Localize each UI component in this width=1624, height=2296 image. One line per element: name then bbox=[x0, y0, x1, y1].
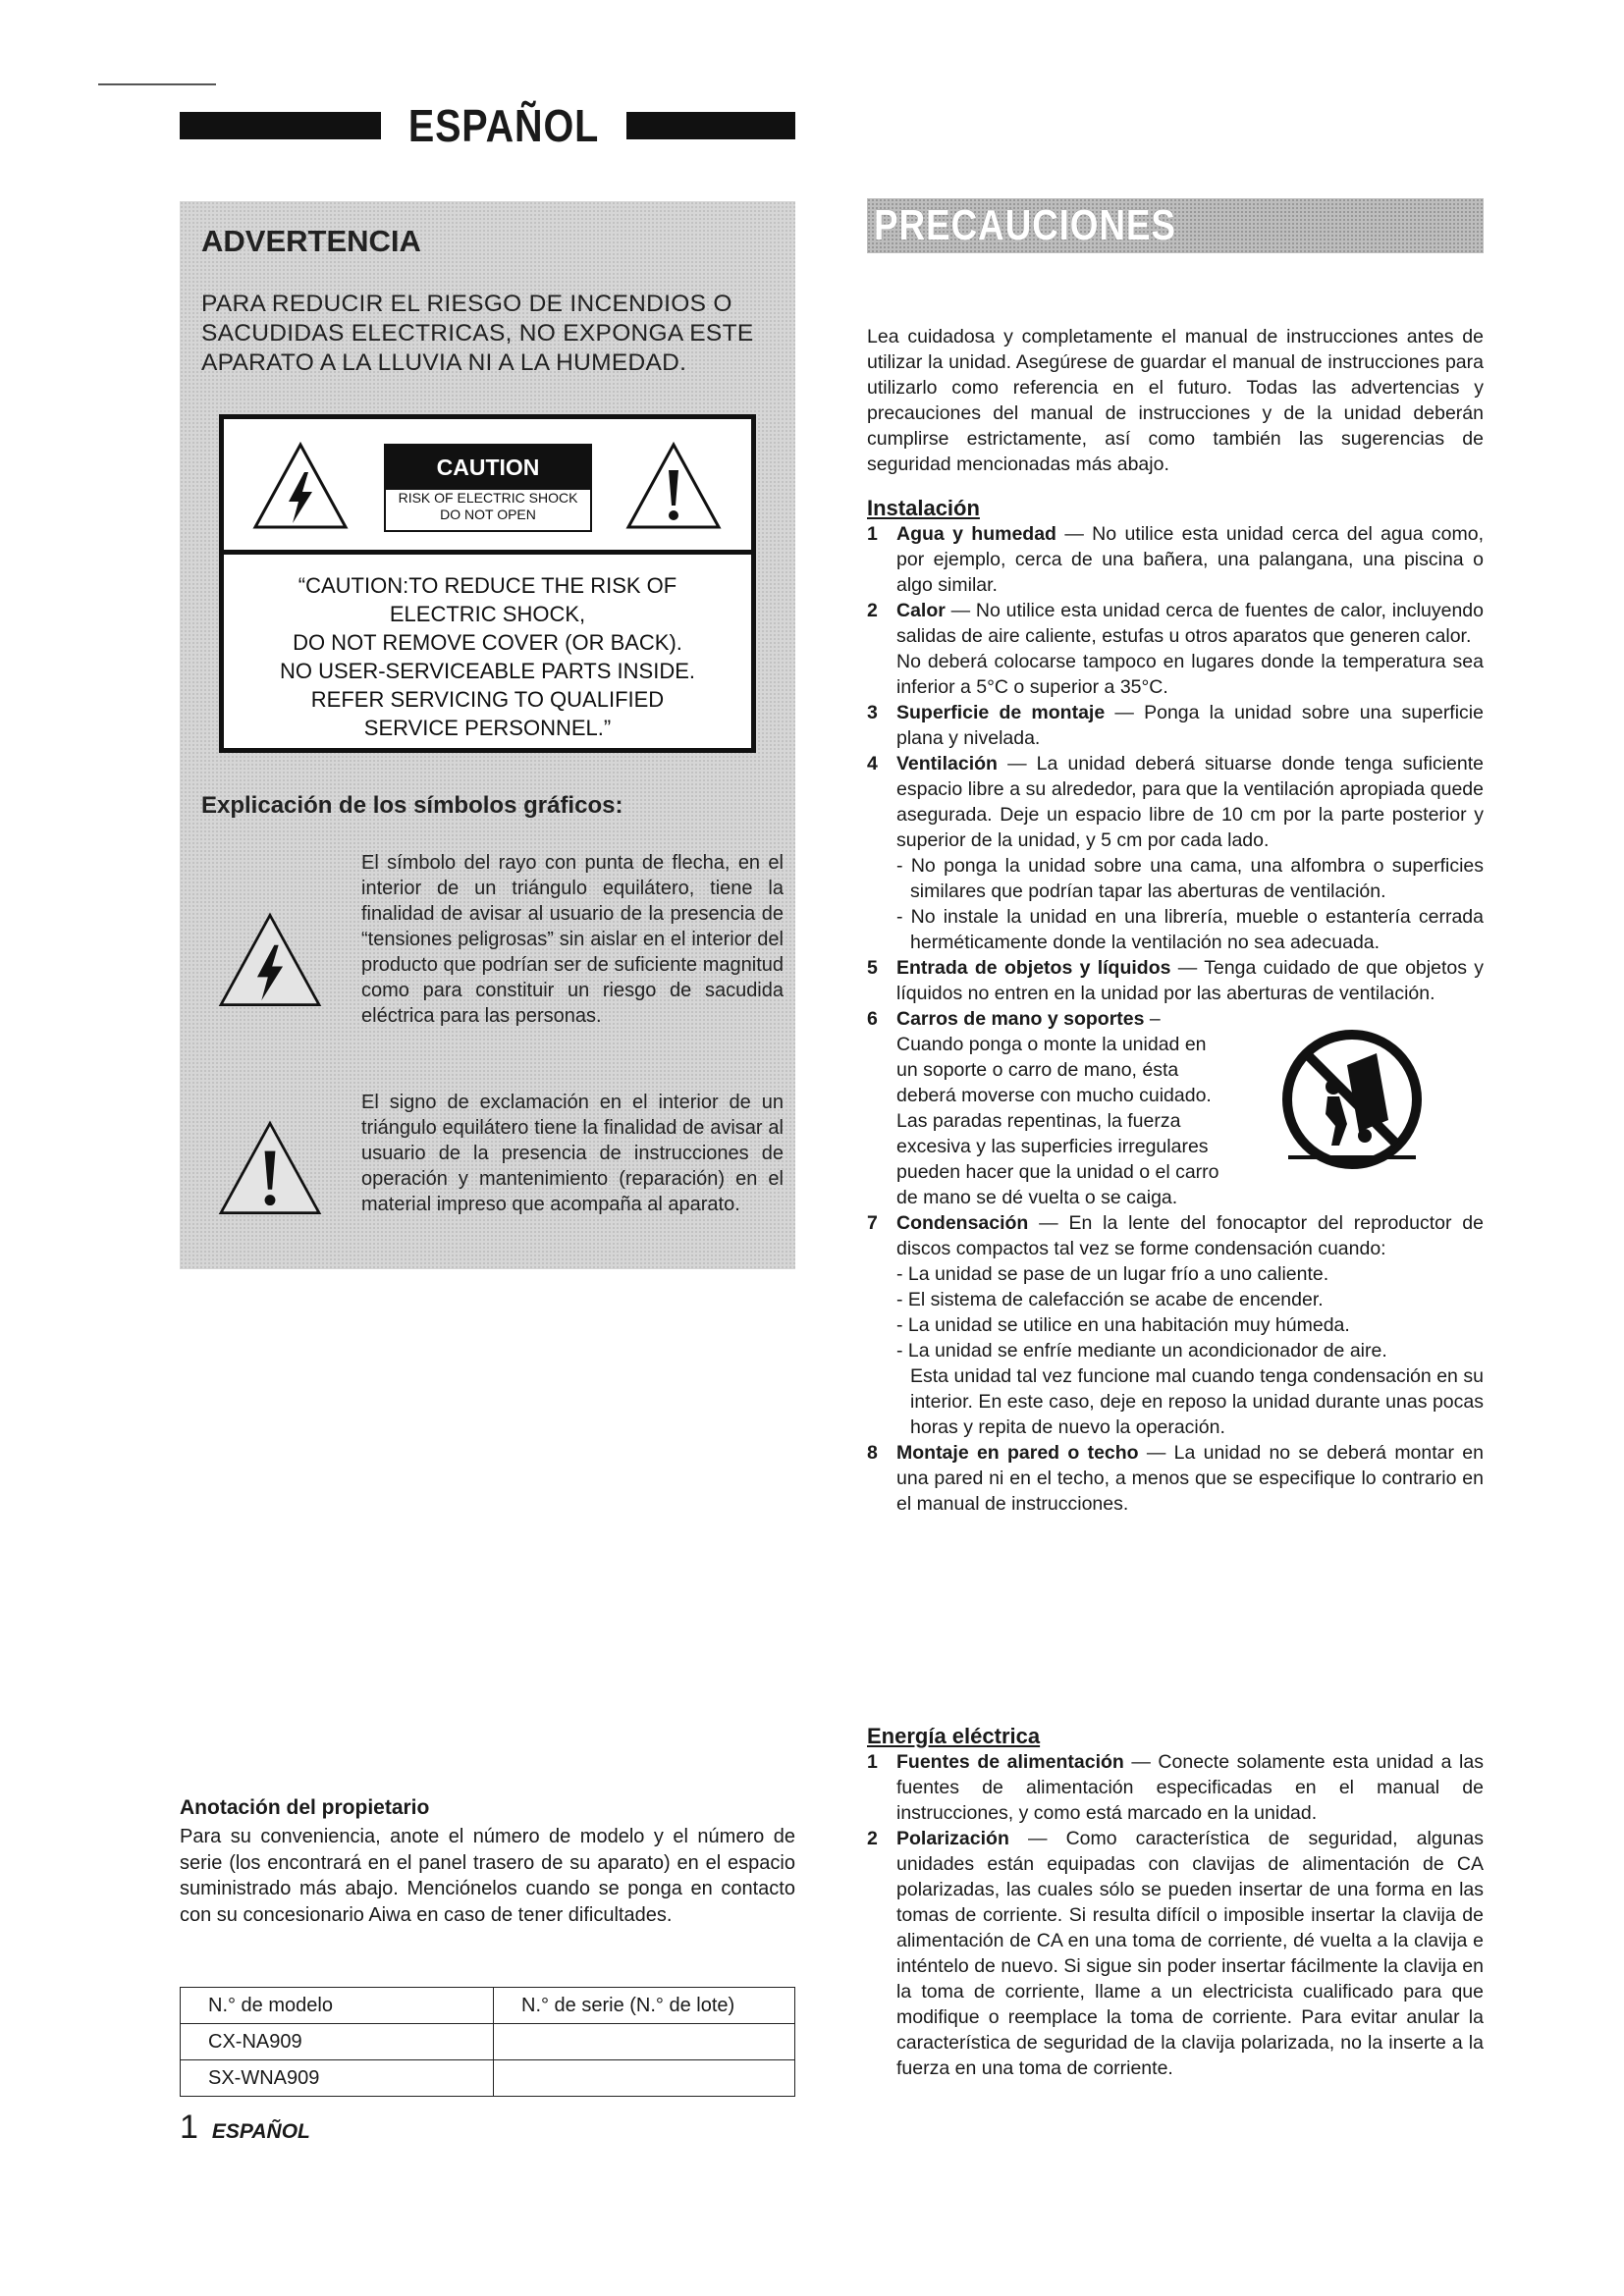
item-heading: Carros de mano y soportes bbox=[896, 1008, 1145, 1030]
item-text: Esta unidad tal vez funcione mal cuando tenga condensación en su interior. En este caso, deje en reposo la unidad durante unas pocas horas y repita de nuevo la operación. bbox=[910, 1365, 1484, 1438]
item-heading: Superficie de montaje bbox=[896, 702, 1106, 723]
item-text: — Conecte solamente esta unidad a las fuentes de alimentación especificadas en el manual de instrucciones, y como está marcado en la unidad. bbox=[896, 1751, 1484, 1824]
header-bar-right bbox=[626, 112, 795, 139]
item-text: No deberá colocarse tampoco en lugares donde la temperatura sea inferior a 5°C o superior a 35°C. bbox=[896, 651, 1484, 698]
language-header bbox=[180, 100, 795, 151]
list-item bbox=[867, 1006, 1484, 1210]
lightning-symbol-icon bbox=[216, 911, 324, 1009]
item-number: 3 bbox=[867, 702, 878, 723]
item-number: 1 bbox=[867, 523, 878, 545]
symbols-title: Explicación de los símbolos gráficos: bbox=[201, 792, 623, 819]
item-text: — Tenga cuidado de que objetos y líquidos no entren en la unidad por las aberturas de ventilación. bbox=[896, 957, 1485, 1004]
warning-title: ADVERTENCIA bbox=[201, 224, 421, 258]
table-cell bbox=[494, 2024, 795, 2060]
item-heading: Calor bbox=[896, 600, 946, 621]
item-text: — Ponga la unidad sobre una superficie plana y nivelada. bbox=[896, 702, 1484, 749]
table-cell bbox=[494, 2060, 795, 2097]
list-item bbox=[867, 598, 1484, 700]
item-text: — No utilice esta unidad cerca del agua como, por ejemplo, cerca de una bañera, una palangana, una piscina o algo similar. bbox=[896, 523, 1484, 596]
list-item bbox=[867, 1826, 1484, 2081]
exclamation-symbol-text: El signo de exclamación en el interior de un triángulo equilátero tiene la finalidad de avisar al usuario de la presencia de instrucciones de operación y mantenimiento (reparación) en el material impreso que acompaña al aparato. bbox=[361, 1092, 784, 1215]
item-subpoint: - No ponga la unidad sobre una cama, una alfombra o superficies similares que podrían tapar las aberturas de ventilación. bbox=[896, 855, 1484, 902]
list-item bbox=[867, 751, 1484, 955]
item-text: — No utilice esta unidad cerca de fuentes de calor, incluyendo salidas de aire caliente, estufas u otros aparatos que generen calor. bbox=[896, 600, 1484, 647]
item-subpoint: - La unidad se pase de un lugar frío a uno caliente. bbox=[896, 1263, 1329, 1285]
item-text: — En la lente del fonocaptor del reproductor de discos compactos tal vez se forme condensación cuando: bbox=[896, 1212, 1484, 1259]
warning-text: PARA REDUCIR EL RIESGO DE INCENDIOS O SACUDIDAS ELECTRICAS, NO EXPONGA ESTE APARATO A LA LLUVIA NI A LA HUMEDAD. bbox=[201, 291, 754, 376]
list-item bbox=[867, 1210, 1484, 1440]
table-cell: SX-WNA909 bbox=[181, 2060, 494, 2097]
item-text: — La unidad no se deberá montar en una pared ni en el techo, a menos que se especifique lo contrario en el manual de instrucciones. bbox=[896, 1442, 1484, 1515]
owner-text: Para su conveniencia, anote el número de modelo y el número de serie (los encontrará en el panel trasero de su aparato) en el espacio suministrado más abajo. Menciónelos cuando se ponga en contacto con su concesionario Aiwa en caso de tener dificultades. bbox=[180, 1826, 795, 1926]
header-bar-left bbox=[180, 112, 381, 139]
installation-section bbox=[867, 496, 1484, 1517]
item-subpoint: - El sistema de calefacción se acabe de encender. bbox=[896, 1289, 1324, 1310]
item-number: 4 bbox=[867, 753, 878, 774]
caution-line: ELECTRIC SHOCK, bbox=[389, 602, 586, 626]
power-section bbox=[867, 1724, 1484, 2081]
language-title: ESPAÑOL bbox=[407, 100, 600, 151]
item-number: 2 bbox=[867, 600, 878, 621]
item-heading: Condensación bbox=[896, 1212, 1029, 1234]
caution-label-line1: RISK OF ELECTRIC SHOCK bbox=[398, 490, 578, 506]
caution-box bbox=[219, 414, 756, 753]
table-row bbox=[181, 2024, 795, 2060]
exclamation-triangle-icon bbox=[624, 441, 723, 531]
item-subpoint: - La unidad se utilice en una habitación muy húmeda. bbox=[896, 1314, 1350, 1336]
caution-label-title: CAUTION bbox=[386, 446, 590, 490]
list-item bbox=[867, 1440, 1484, 1517]
caution-line: SERVICE PERSONNEL.” bbox=[363, 716, 612, 740]
caution-label-line2: DO NOT OPEN bbox=[440, 507, 536, 522]
table-header-row bbox=[181, 1988, 795, 2024]
model-serial-table bbox=[180, 1987, 795, 2097]
item-text: – bbox=[1144, 1008, 1161, 1030]
table-header-cell: N.° de serie (N.° de lote) bbox=[494, 1988, 795, 2024]
top-rule bbox=[98, 83, 216, 85]
caution-label bbox=[384, 444, 592, 532]
list-item bbox=[867, 1749, 1484, 1826]
item-number: 5 bbox=[867, 957, 878, 979]
caution-line: NO USER-SERVICEABLE PARTS INSIDE. bbox=[279, 659, 695, 683]
item-heading: Ventilación bbox=[896, 753, 998, 774]
item-heading: Agua y humedad bbox=[896, 523, 1056, 545]
page-footer bbox=[180, 2109, 310, 2147]
item-heading: Montaje en pared o techo bbox=[896, 1442, 1139, 1464]
item-number: 1 bbox=[867, 1751, 878, 1773]
precautions-title: PRECAUCIONES bbox=[874, 201, 1176, 249]
lightning-symbol-text: El símbolo del rayo con punta de flecha, en el interior de un triángulo equilátero, tiene la finalidad de avisar al usuario de la presencia de “tensiones peligrosas” sin aislar en el interior del producto que podrían ser de suficiente magnitud como para constituir un riesgo de sacudida eléctrica para las personas. bbox=[361, 852, 784, 1027]
item-number: 7 bbox=[867, 1212, 878, 1234]
caution-symbols-row bbox=[224, 419, 751, 555]
table-row bbox=[181, 2060, 795, 2097]
item-heading: Fuentes de alimentación bbox=[896, 1751, 1124, 1773]
list-item bbox=[867, 521, 1484, 598]
caution-line: “CAUTION:TO REDUCE THE RISK OF bbox=[298, 573, 677, 598]
item-heading: Entrada de objetos y líquidos bbox=[896, 957, 1171, 979]
page-number: 1 bbox=[180, 2109, 198, 2146]
list-item bbox=[867, 700, 1484, 751]
table-header-cell: N.° de modelo bbox=[181, 1988, 494, 2024]
caution-text bbox=[224, 571, 751, 742]
installation-title: Instalación bbox=[867, 496, 980, 520]
table-cell: CX-NA909 bbox=[181, 2024, 494, 2060]
item-text: — La unidad deberá situarse donde tenga suficiente espacio libre a su alrededor, para que la ventilación apropiada quede asegurada. Deje un espacio libre de 10 cm por la parte posterior y superior de la unidad, y 5 cm por cada lado. bbox=[896, 753, 1484, 851]
item-text: — Como característica de seguridad, algunas unidades están equipadas con clavijas de alimentación de CA polarizadas, las cuales sólo se pueden insertar de una forma en las tomas de corriente. Si resulta difícil o imposible insertar la clavija de alimentación de CA en una toma de corriente, dé vuelta a la clavija e inténtelo de nuevo. Si sigue sin poder insertar fácilmente la clavija en la toma de corriente, llame a un electricista cualificado para que modifique o reemplace la toma de corriente. Para evitar anular la característica de seguridad de la clavija polarizada, no la inserte a la fuerza en una toma de corriente. bbox=[896, 1828, 1484, 2079]
cart-tipping-warning-icon bbox=[1278, 1026, 1426, 1173]
item-heading: Polarización bbox=[896, 1828, 1009, 1849]
footer-label: ESPAÑOL bbox=[211, 2120, 310, 2143]
lightning-triangle-icon bbox=[251, 441, 350, 531]
caution-line: DO NOT REMOVE COVER (OR BACK). bbox=[293, 630, 682, 655]
item-number: 6 bbox=[867, 1008, 878, 1030]
owner-title: Anotación del propietario bbox=[180, 1796, 430, 1819]
caution-line: REFER SERVICING TO QUALIFIED bbox=[310, 687, 665, 712]
precautions-intro-block bbox=[867, 324, 1484, 477]
item-subpoint: - No instale la unidad en una librería, mueble o estantería cerrada herméticamente donde la ventilación no sea adecuada. bbox=[896, 906, 1484, 953]
power-title: Energía eléctrica bbox=[867, 1724, 1041, 1748]
item-subpoint: - La unidad se enfríe mediante un acondicionador de aire. bbox=[896, 1340, 1387, 1362]
item-text: Las paradas repentinas, la fuerza excesiva y las superficies irregulares pueden hacer que la unidad o el carro de mano se dé vuelta o se caiga. bbox=[896, 1110, 1219, 1208]
item-number: 2 bbox=[867, 1828, 878, 1849]
item-number: 8 bbox=[867, 1442, 878, 1464]
precautions-intro: Lea cuidadosa y completamente el manual de instrucciones antes de utilizar la unidad. Asegúrese de guardar el manual de instrucciones para utilizarlo como referencia en el futuro. Todas las advertencias y precauciones del manual de instrucciones y de la unidad deberán cumplirse estrictamente, así como también las sugerencias de seguridad mencionadas más abajo. bbox=[867, 326, 1484, 475]
list-item bbox=[867, 955, 1484, 1006]
exclamation-symbol-icon bbox=[216, 1119, 324, 1217]
item-text: Cuando ponga o monte la unidad en un soporte o carro de mano, ésta deberá moverse con mucho cuidado. bbox=[896, 1034, 1212, 1106]
